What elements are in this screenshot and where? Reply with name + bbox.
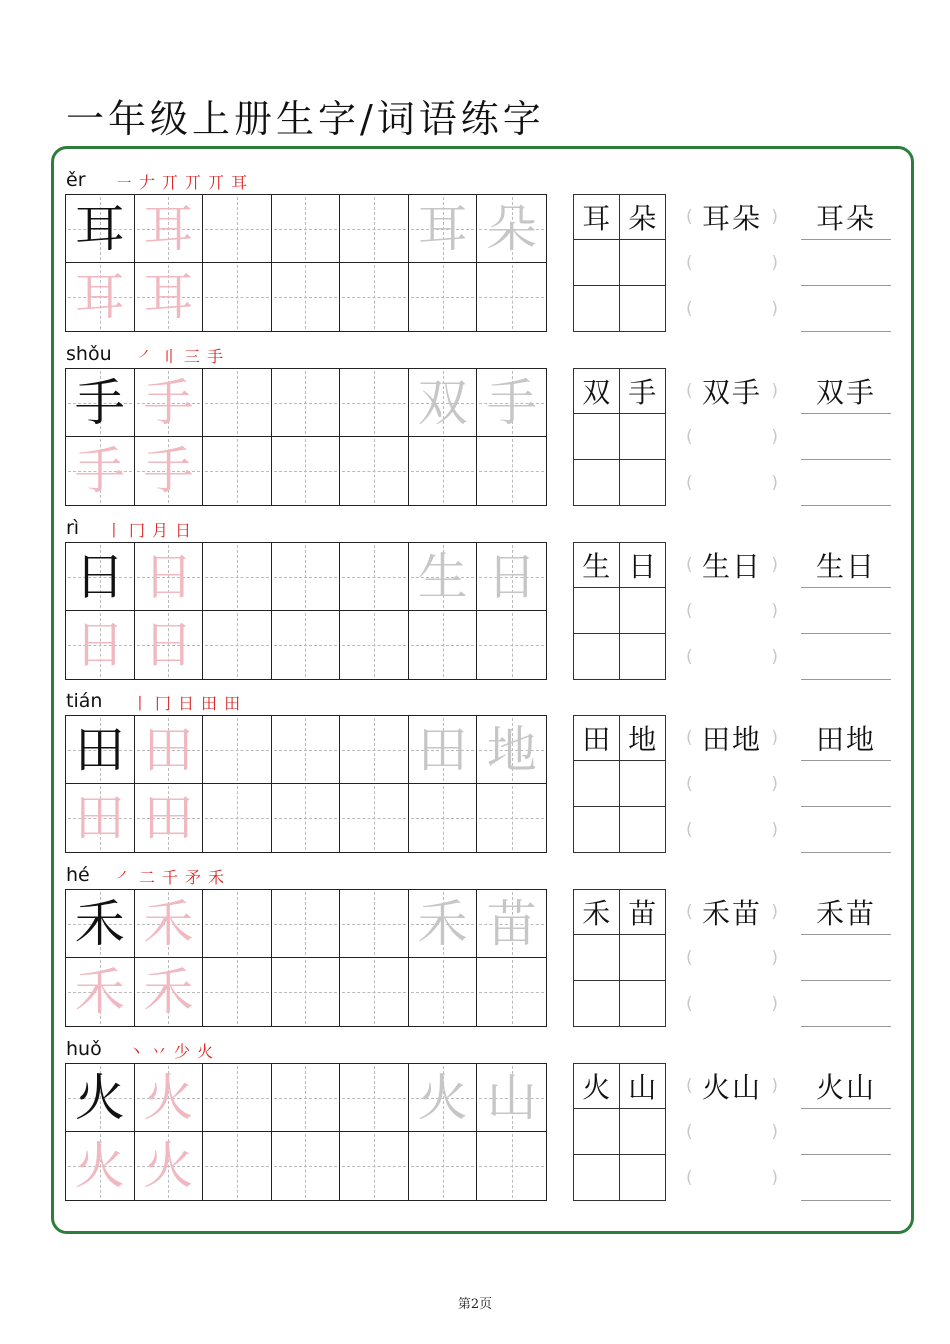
stroke-step: 丶 <box>128 1042 145 1061</box>
word-box <box>573 1063 666 1201</box>
word-box-char: 禾 <box>574 890 620 935</box>
trace-character: 手 <box>143 373 194 432</box>
underline-word: 田地 <box>801 715 891 761</box>
practice-cell[interactable] <box>272 958 341 1026</box>
practice-cell <box>66 890 135 958</box>
open-paren: ( <box>686 774 693 794</box>
practice-cell[interactable] <box>272 890 341 958</box>
close-paren: ) <box>771 253 778 273</box>
trace-character: 耳 <box>74 268 125 326</box>
practice-cell[interactable] <box>272 369 341 437</box>
open-paren: ( <box>686 299 693 319</box>
paren-row[interactable] <box>686 588 778 634</box>
close-paren: ) <box>771 207 778 227</box>
pinyin-label: rì <box>66 517 80 539</box>
practice-cell <box>135 716 204 784</box>
model-character: 耳 <box>74 199 125 258</box>
word-box-blank[interactable] <box>620 588 666 633</box>
paren-row[interactable] <box>686 240 778 286</box>
practice-cell[interactable] <box>340 716 409 784</box>
practice-cell[interactable] <box>203 716 272 784</box>
close-paren: ) <box>771 948 778 968</box>
practice-cell <box>135 1064 204 1132</box>
trace-character: 耳 <box>143 268 194 326</box>
trace-character: 日 <box>143 616 194 674</box>
writing-line[interactable] <box>801 1155 891 1201</box>
close-paren: ) <box>771 820 778 840</box>
word-box-blank[interactable] <box>574 286 620 331</box>
open-paren: ( <box>686 820 693 840</box>
writing-grid <box>65 194 547 332</box>
practice-cell[interactable] <box>203 263 272 331</box>
practice-cell[interactable] <box>477 263 546 331</box>
word-box <box>573 368 666 506</box>
stroke-step: ㇒ <box>116 868 133 887</box>
word-box-blank[interactable] <box>620 414 666 459</box>
trace-character: 禾 <box>143 894 194 953</box>
trace-word-char: 地 <box>486 720 537 779</box>
stroke-step: ㇐ <box>116 173 133 192</box>
char-section-4 <box>0 690 950 864</box>
practice-cell[interactable] <box>340 1064 409 1132</box>
practice-cell[interactable] <box>203 611 272 679</box>
paren-row[interactable] <box>686 414 778 460</box>
stroke-step: 二 <box>139 868 156 887</box>
word-box-blank[interactable] <box>620 460 666 505</box>
practice-cell <box>135 1132 204 1200</box>
word-box-char: 日 <box>620 543 666 588</box>
writing-line[interactable] <box>801 588 891 634</box>
stroke-step: 丌 <box>185 173 202 192</box>
word-box-blank[interactable] <box>620 935 666 980</box>
word-box-blank[interactable] <box>574 981 620 1026</box>
stroke-step: 丷 <box>151 1042 168 1061</box>
practice-cell[interactable] <box>340 784 409 852</box>
word-box-char: 双 <box>574 369 620 414</box>
char-section-6 <box>0 1038 950 1212</box>
practice-cell <box>66 543 135 611</box>
pinyin-label: ěr <box>66 169 86 191</box>
word-box-blank[interactable] <box>574 588 620 633</box>
paren-row <box>686 1063 778 1109</box>
writing-line[interactable] <box>801 240 891 286</box>
practice-cell <box>66 437 135 505</box>
word-box-char: 耳 <box>574 195 620 240</box>
stroke-step: 火 <box>197 1042 214 1061</box>
word-box-blank[interactable] <box>574 634 620 679</box>
page-number: 第2页 <box>457 1297 493 1312</box>
practice-cell <box>66 195 135 263</box>
open-paren: ( <box>686 1168 693 1188</box>
practice-cell[interactable] <box>203 369 272 437</box>
word-box-blank[interactable] <box>574 414 620 459</box>
paren-row[interactable] <box>686 761 778 807</box>
word-box-blank[interactable] <box>620 807 666 852</box>
stroke-step: 三 <box>184 347 201 366</box>
word-box-char: 朵 <box>620 195 666 240</box>
trace-word-char: 生 <box>417 547 468 606</box>
open-paren: ( <box>686 994 693 1014</box>
practice-cell <box>135 195 204 263</box>
practice-cell <box>135 369 204 437</box>
stroke-step: 手 <box>207 347 224 366</box>
practice-cell <box>409 543 478 611</box>
trace-character: 火 <box>143 1137 194 1195</box>
trace-character: 田 <box>143 789 194 847</box>
writing-line[interactable] <box>801 634 891 680</box>
practice-cell[interactable] <box>409 784 478 852</box>
close-paren: ) <box>771 555 778 575</box>
paren-row <box>686 889 778 935</box>
practice-cell[interactable] <box>477 784 546 852</box>
trace-word-char: 手 <box>486 373 537 432</box>
open-paren: ( <box>686 473 693 493</box>
underline-word: 禾苗 <box>801 889 891 935</box>
practice-cell <box>135 784 204 852</box>
paren-row[interactable] <box>686 981 778 1027</box>
open-paren: ( <box>686 728 693 748</box>
writing-line[interactable] <box>801 414 891 460</box>
close-paren: ) <box>771 601 778 621</box>
stroke-step: 耳 <box>231 173 248 192</box>
practice-cell <box>66 1064 135 1132</box>
writing-grid <box>65 715 547 853</box>
writing-line[interactable] <box>801 761 891 807</box>
word-box-blank[interactable] <box>574 761 620 806</box>
pinyin-label: shǒu <box>66 343 112 365</box>
paren-word: 禾苗 <box>701 897 762 930</box>
word-box-char: 苗 <box>620 890 666 935</box>
practice-cell <box>135 543 204 611</box>
practice-cell <box>66 369 135 437</box>
practice-cell <box>477 1064 546 1132</box>
practice-cell[interactable] <box>340 543 409 611</box>
close-paren: ) <box>771 299 778 319</box>
practice-cell <box>135 437 204 505</box>
practice-cell <box>477 716 546 784</box>
open-paren: ( <box>686 1122 693 1142</box>
word-box-blank[interactable] <box>620 240 666 285</box>
word-box-blank[interactable] <box>574 807 620 852</box>
underline-word: 生日 <box>801 542 891 588</box>
char-section-2 <box>0 343 950 517</box>
practice-cell[interactable] <box>272 1064 341 1132</box>
paren-row[interactable] <box>686 286 778 332</box>
stroke-step: 千 <box>162 868 179 887</box>
paren-row <box>686 194 778 240</box>
practice-cell <box>477 543 546 611</box>
trace-character: 手 <box>74 442 125 500</box>
stroke-step: ㇒ <box>138 347 155 366</box>
trace-word-char: 苗 <box>486 894 537 953</box>
practice-cell <box>409 195 478 263</box>
stroke-order <box>106 517 191 541</box>
open-paren: ( <box>686 601 693 621</box>
trace-character: 火 <box>143 1068 194 1127</box>
char-section-5 <box>0 864 950 1038</box>
trace-word-char: 朵 <box>486 199 537 258</box>
word-box-char: 田 <box>574 716 620 761</box>
trace-character: 田 <box>74 789 125 847</box>
writing-line[interactable] <box>801 286 891 332</box>
trace-word-char: 禾 <box>417 894 468 953</box>
trace-word-char: 山 <box>486 1068 537 1127</box>
stroke-step: 𠂇 <box>139 173 156 192</box>
practice-cell[interactable] <box>203 1064 272 1132</box>
stroke-step: 冂 <box>129 521 146 540</box>
paren-row[interactable] <box>686 460 778 506</box>
stroke-order <box>128 1038 213 1062</box>
trace-word-char: 田 <box>417 720 468 779</box>
stroke-step: 矛 <box>185 868 202 887</box>
paren-row[interactable] <box>686 1155 778 1201</box>
trace-character: 日 <box>143 547 194 606</box>
practice-cell[interactable] <box>477 611 546 679</box>
practice-cell <box>409 1064 478 1132</box>
word-box-blank[interactable] <box>620 761 666 806</box>
word-box <box>573 194 666 332</box>
practice-cell[interactable] <box>409 437 478 505</box>
stroke-step: 少 <box>174 1042 191 1061</box>
trace-word-char: 日 <box>486 547 537 606</box>
stroke-step: 禾 <box>208 868 225 887</box>
practice-cell[interactable] <box>272 611 341 679</box>
open-paren: ( <box>686 1076 693 1096</box>
word-box <box>573 542 666 680</box>
underline-word: 耳朵 <box>801 194 891 240</box>
open-paren: ( <box>686 381 693 401</box>
practice-cell[interactable] <box>203 890 272 958</box>
writing-line[interactable] <box>801 981 891 1027</box>
close-paren: ) <box>771 381 778 401</box>
paren-row[interactable] <box>686 1109 778 1155</box>
practice-cell[interactable] <box>340 369 409 437</box>
stroke-order <box>116 169 247 193</box>
practice-cell[interactable] <box>340 958 409 1026</box>
close-paren: ) <box>771 1122 778 1142</box>
practice-cell[interactable] <box>203 1132 272 1200</box>
practice-cell <box>135 611 204 679</box>
practice-cell <box>477 369 546 437</box>
practice-cell <box>409 369 478 437</box>
practice-cell <box>66 611 135 679</box>
char-section-3 <box>0 517 950 691</box>
open-paren: ( <box>686 555 693 575</box>
close-paren: ) <box>771 994 778 1014</box>
practice-cell[interactable] <box>409 611 478 679</box>
model-character: 火 <box>74 1068 125 1127</box>
practice-cell[interactable] <box>203 195 272 263</box>
stroke-step: 田 <box>224 694 241 713</box>
stroke-step: 丨 <box>106 521 123 540</box>
trace-word-char: 火 <box>417 1068 468 1127</box>
practice-cell[interactable] <box>409 958 478 1026</box>
model-character: 日 <box>74 547 125 606</box>
model-character: 田 <box>74 720 125 779</box>
stroke-step: 月 <box>152 521 169 540</box>
word-box-blank[interactable] <box>620 1155 666 1200</box>
model-character: 禾 <box>74 894 125 953</box>
writing-grid <box>65 1063 547 1201</box>
practice-cell[interactable] <box>272 1132 341 1200</box>
word-box-blank[interactable] <box>620 634 666 679</box>
practice-cell[interactable] <box>340 611 409 679</box>
writing-grid <box>65 542 547 680</box>
trace-character: 火 <box>74 1137 125 1195</box>
underline-word: 双手 <box>801 368 891 414</box>
practice-cell <box>66 263 135 331</box>
close-paren: ) <box>771 647 778 667</box>
practice-cell[interactable] <box>409 263 478 331</box>
pinyin-label: tián <box>66 690 103 712</box>
stroke-step: 〢 <box>161 347 178 366</box>
practice-cell[interactable] <box>272 437 341 505</box>
practice-cell[interactable] <box>272 543 341 611</box>
stroke-order <box>138 343 223 367</box>
close-paren: ) <box>771 902 778 922</box>
practice-cell <box>66 1132 135 1200</box>
practice-cell <box>66 716 135 784</box>
page-title: 一年级上册生字/词语练字 <box>66 97 545 141</box>
paren-row[interactable] <box>686 935 778 981</box>
practice-cell[interactable] <box>340 263 409 331</box>
writing-line[interactable] <box>801 807 891 853</box>
word-box <box>573 715 666 853</box>
practice-cell[interactable] <box>203 437 272 505</box>
paren-word: 耳朵 <box>701 202 762 235</box>
trace-word-char: 耳 <box>417 199 468 258</box>
practice-cell[interactable] <box>477 1132 546 1200</box>
open-paren: ( <box>686 902 693 922</box>
close-paren: ) <box>771 1076 778 1096</box>
model-character: 手 <box>74 373 125 432</box>
open-paren: ( <box>686 253 693 273</box>
stroke-step: 田 <box>201 694 218 713</box>
close-paren: ) <box>771 774 778 794</box>
paren-row <box>686 368 778 414</box>
paren-row <box>686 715 778 761</box>
practice-cell[interactable] <box>203 543 272 611</box>
word-box-blank[interactable] <box>574 240 620 285</box>
practice-cell[interactable] <box>340 1132 409 1200</box>
practice-cell <box>409 890 478 958</box>
writing-line[interactable] <box>801 935 891 981</box>
paren-word: 田地 <box>701 723 762 756</box>
word-box-blank[interactable] <box>620 286 666 331</box>
practice-cell <box>66 784 135 852</box>
open-paren: ( <box>686 647 693 667</box>
word-box-blank[interactable] <box>574 1109 620 1154</box>
pinyin-label: hé <box>66 864 90 886</box>
practice-cell[interactable] <box>272 195 341 263</box>
practice-cell <box>409 716 478 784</box>
paren-row <box>686 542 778 588</box>
close-paren: ) <box>771 473 778 493</box>
trace-character: 田 <box>143 720 194 779</box>
word-box <box>573 889 666 1027</box>
writing-grid <box>65 368 547 506</box>
stroke-step: 丌 <box>208 173 225 192</box>
practice-cell[interactable] <box>203 784 272 852</box>
open-paren: ( <box>686 948 693 968</box>
word-box-blank[interactable] <box>620 981 666 1026</box>
close-paren: ) <box>771 1168 778 1188</box>
open-paren: ( <box>686 207 693 227</box>
stroke-step: 冂 <box>155 694 172 713</box>
stroke-order <box>116 864 224 888</box>
practice-cell <box>135 263 204 331</box>
practice-cell[interactable] <box>340 437 409 505</box>
practice-cell[interactable] <box>340 890 409 958</box>
paren-word: 火山 <box>701 1071 762 1104</box>
word-box-blank[interactable] <box>574 460 620 505</box>
pinyin-label: huǒ <box>66 1038 102 1060</box>
stroke-step: 日 <box>178 694 195 713</box>
word-box-char: 生 <box>574 543 620 588</box>
close-paren: ) <box>771 728 778 748</box>
trace-character: 耳 <box>143 199 194 258</box>
word-box-char: 山 <box>620 1064 666 1109</box>
practice-cell[interactable] <box>203 958 272 1026</box>
underline-word: 火山 <box>801 1063 891 1109</box>
practice-cell[interactable] <box>272 784 341 852</box>
writing-line[interactable] <box>801 460 891 506</box>
word-box-char: 手 <box>620 369 666 414</box>
word-box-char: 火 <box>574 1064 620 1109</box>
word-box-char: 地 <box>620 716 666 761</box>
writing-line[interactable] <box>801 1109 891 1155</box>
stroke-step: 丌 <box>162 173 179 192</box>
practice-cell <box>135 958 204 1026</box>
open-paren: ( <box>686 427 693 447</box>
practice-cell[interactable] <box>477 437 546 505</box>
practice-cell[interactable] <box>340 195 409 263</box>
practice-cell <box>66 958 135 1026</box>
writing-grid <box>65 889 547 1027</box>
practice-cell[interactable] <box>409 1132 478 1200</box>
close-paren: ) <box>771 427 778 447</box>
trace-word-char: 双 <box>417 373 468 432</box>
paren-row[interactable] <box>686 634 778 680</box>
practice-cell[interactable] <box>272 716 341 784</box>
practice-cell <box>477 195 546 263</box>
trace-character: 手 <box>143 442 194 500</box>
char-section-1 <box>0 169 950 343</box>
practice-cell[interactable] <box>477 958 546 1026</box>
paren-row[interactable] <box>686 807 778 853</box>
paren-word: 生日 <box>701 550 762 583</box>
stroke-step: 丨 <box>132 694 149 713</box>
word-box-blank[interactable] <box>574 1155 620 1200</box>
paren-word: 双手 <box>701 376 762 409</box>
practice-cell <box>135 890 204 958</box>
practice-cell <box>477 890 546 958</box>
practice-cell[interactable] <box>272 263 341 331</box>
trace-character: 禾 <box>143 963 194 1021</box>
stroke-step: 日 <box>175 521 192 540</box>
trace-character: 禾 <box>74 963 125 1021</box>
word-box-blank[interactable] <box>574 935 620 980</box>
stroke-order <box>132 690 240 714</box>
word-box-blank[interactable] <box>620 1109 666 1154</box>
trace-character: 日 <box>74 616 125 674</box>
